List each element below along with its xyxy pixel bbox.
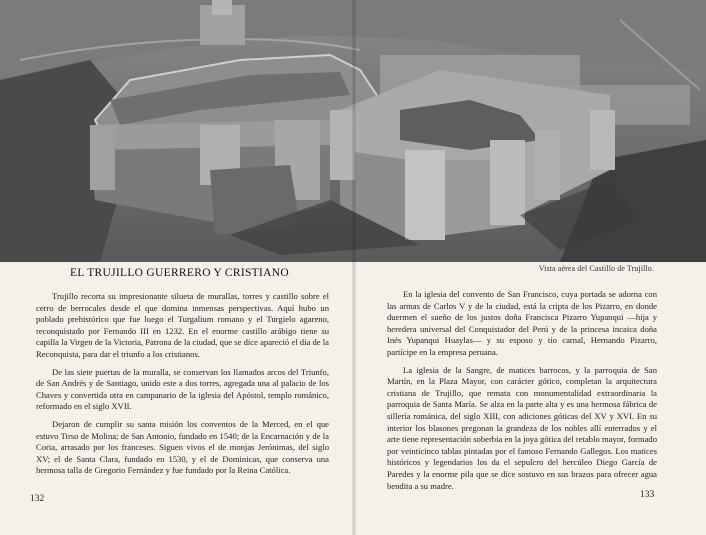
right-page-text: [387, 289, 657, 498]
page-number-left: 132: [30, 494, 45, 504]
right-paragraph: En la iglesia del convento de San Francisco, cuya portada se adorna con las armas de Carlos V y de la ciudad, está la cripta de los Pizarro, en donde duermen el sueño de los justos doña Francisca Pizarro Yupanqui —hija y heredera universal del Conquistador del Perú y de la princesa incaica doña Inés Yupanqui Huaylas— y su esposo y tío carnal, Hernando Pizarro, partícipe en la empresa peruana.: [387, 289, 657, 357]
left-paragraph: Trujillo recorta su impresionante silueta de murallas, torres y castillo sobre el cerro de berrocales desde el que domina inmensas perspectivas. Aquí hubo un poblado prehistórico que fue luego el Turgalium romano y el Turgielo agareno, reconquistado por Fernando III en 1232. En el enorme castillo arábigo tiene su capilla la Virgen de la Victoria, Patrona de la ciudad, que se dice apareció el día de la Reconquista, para dar el triunfo a los cristianos.: [36, 291, 329, 359]
left-page-text: [36, 291, 329, 483]
left-paragraph: De las siete puertas de la muralla, se conservan los llamados arcos del Triunfo, de San Andrés y de Santiago, unido este a dos torres, agregada una al palacio de los Chaves y convertida otra en campanario de la iglesia del Apóstol, templo románico, reformado en el siglo XVII.: [36, 366, 329, 412]
page-number-right: 133: [640, 490, 655, 500]
book-gutter: [352, 0, 356, 535]
right-paragraph: La iglesia de la Sangre, de matices barrocos, y la parroquia de San Martín, en la Plaza Mayor, con carácter gótico, completan la arquitectura cristiana de Trujillo, que remata con monumentalidad extraordinaria la parroquia de Santa María. Se alza en la parte alta y es una hermosa fábrica de sillería románica, del siglo XIII, con adiciones góticas del XV y XVI. En su interior los blasones pregonan la grandeza de los nobles allí enterrados y el arte tiene representación soberbia en la joya gótica del retablo mayor, formado por veinticinco tablas pintadas por el famoso Fernando Gallegos. Los matices históricos y legendarios los da el sepulcro del hercúleo Diego García de Paredes y la enorme pila que se dice sostuvo en sus brazos para ofrecer agua bendita a su madre.: [387, 364, 657, 491]
page-title: EL TRUJILLO GUERRERO Y CRISTIANO: [70, 267, 289, 279]
photo-caption: Vista aérea del Castillo de Trujillo.: [538, 264, 654, 273]
left-paragraph: Dejaron de cumplir su santa misión los conventos de la Merced, en el que estuvo Tirso de Molina; de San Antonio, fundado en 1540; de la Encarnación y de la Coria, arrasado por los franceses. Siguen vivos el de monjas Jerónimas, del siglo XV; el de Santa Clara, fundado en 1530, y el de Dominicas, que conserva una hermosa talla de Gregorio Fernández y fue fundado por la Reina Católica.: [36, 418, 329, 476]
